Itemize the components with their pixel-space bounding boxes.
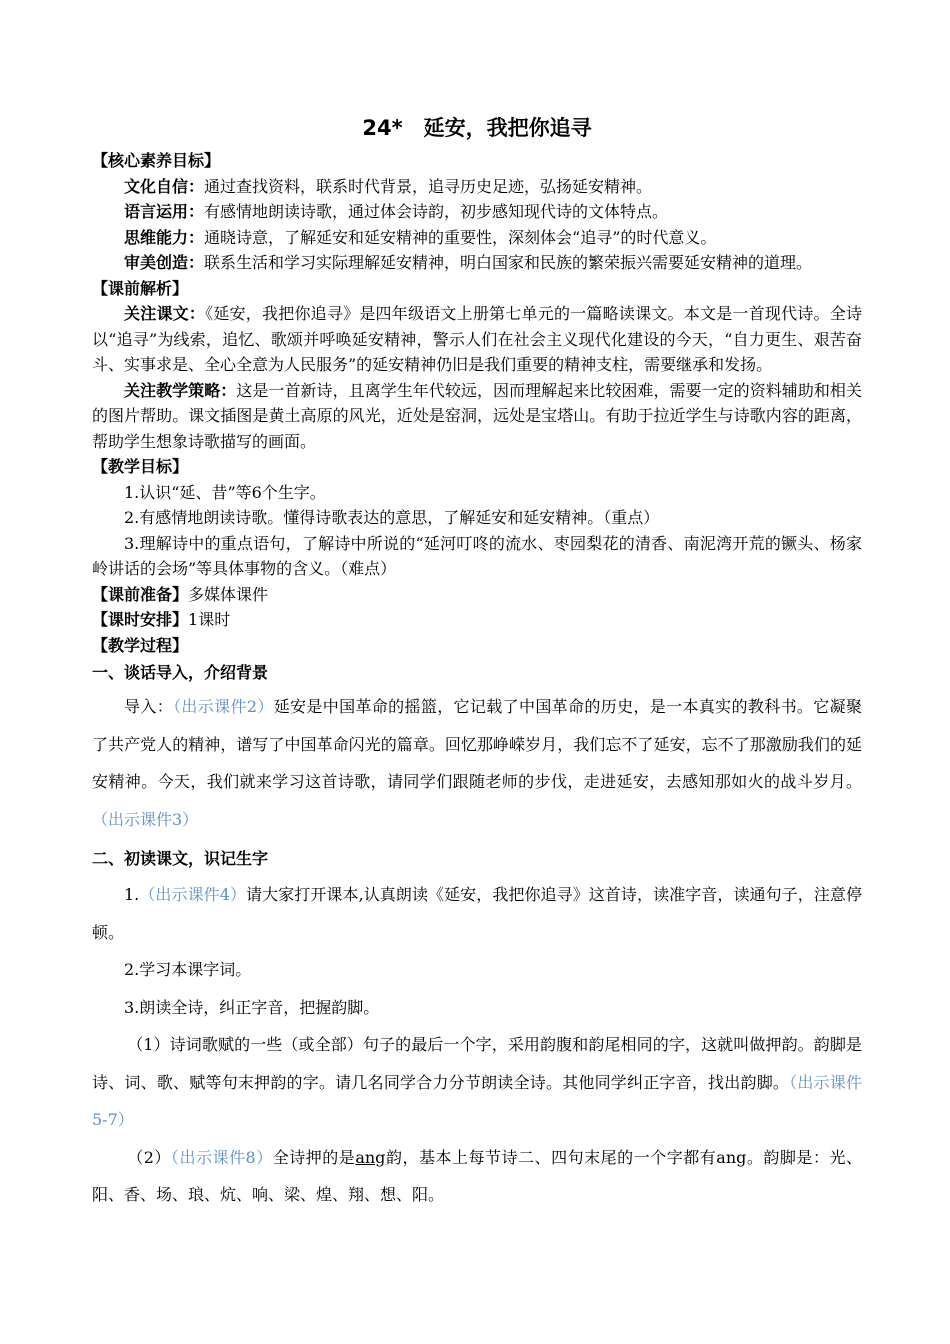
substep-number: （2） [127, 1147, 171, 1167]
courseware-link: （出示课件4） [139, 885, 247, 904]
goal-text: 通过查找资料，联系时代背景，追寻历史足迹，弘扬延安精神。 [204, 176, 653, 196]
analysis-paragraph [92, 378, 862, 455]
goal-paragraph [92, 174, 862, 200]
schedule-text: 1课时 [188, 610, 231, 629]
analysis-label: 关注教学策略： [124, 380, 237, 400]
intro-text: 延安是中国革命的摇篮，它记载了中国革命的历史，是一本真实的教科书。它凝聚了共产党人的精神，谱写了中国革命闪光的篇章。回忆那峥嵘岁月，我们忘不了延安，忘不了那激励我们的延安精神。今天，我们就来学习这首诗歌，请同学们跟随老师的步伐，走进延安，去感知那如火的战斗岁月。 [92, 697, 862, 791]
courseware-link: （出示课件8） [170, 1147, 273, 1167]
reading-substep [92, 1026, 862, 1139]
section-heading-process: 【教学过程】 [92, 635, 189, 655]
page-title: 24* 延安，我把你追寻 [362, 116, 592, 140]
step-text: 请大家打开课本,认真朗读《延安，我把你追寻》这首诗，读准字音，读通句子，注意停顿。 [92, 885, 862, 942]
intro-paragraph [92, 688, 862, 838]
reading-step: 3.朗读全诗，纠正字音，把握韵脚。 [124, 997, 380, 1017]
section-heading-schedule: 【课时安排】 [92, 610, 189, 629]
section-prep [92, 582, 862, 608]
courseware-link: （出示课件3） [92, 809, 199, 829]
analysis-paragraph [92, 301, 862, 378]
part-heading-intro: 一、谈话导入，介绍背景 [92, 663, 269, 682]
courseware-link: （出示课件5-7） [92, 1072, 862, 1129]
section-heading-teaching-goals: 【教学目标】 [92, 457, 189, 476]
goal-text: 有感情地朗读诗歌，通过体会诗韵，初步感知现代诗的文体特点。 [204, 202, 669, 221]
goal-label: 思维能力： [124, 227, 205, 247]
analysis-text: 《延安，我把你追寻》是四年级语文上册第七单元的一篇略读课文。本文是一首现代诗。全诗以“追寻”为线索，追忆、歌颂并呼唤延安精神，警示人们在社会主义现代化建设的今天，“自力更生、艰苦奋斗、实事求是、全心全意为人民服务”的延安精神仍旧是我们重要的精神支柱，需要继承和发扬。 [92, 304, 862, 374]
reading-substep [92, 1139, 862, 1214]
goal-text: 联系生活和学习实际理解延安精神，明白国家和民族的繁荣振兴需要延安精神的道理。 [204, 253, 813, 272]
goal-label: 文化自信： [124, 176, 205, 196]
prep-text: 多媒体课件 [188, 584, 269, 604]
step-number: 1. [124, 885, 140, 904]
goal-paragraph [92, 250, 862, 276]
section-heading-core-goals: 【核心素养目标】 [92, 151, 221, 170]
substep-text: 韵，基本上每节诗二、四句末尾的一个字都有ang。韵脚是：光、阳、香、场、琅、炕、响、梁、煌、翔、想、阳。 [92, 1147, 862, 1204]
rhyme-underlined: ang [355, 1147, 386, 1167]
document-page [92, 112, 862, 1214]
analysis-text: 这是一首新诗，且离学生年代较远，因而理解起来比较困难，需要一定的资料辅助和相关的图片帮助。课文插图是黄土高原的风光，近处是窑洞，远处是宝塔山。有助于拉近学生与诗歌内容的距离，帮助学生想象诗歌描写的画面。 [92, 380, 862, 451]
courseware-link: （出示课件2） [173, 697, 274, 716]
goal-paragraph [92, 225, 862, 251]
goal-paragraph [92, 199, 862, 225]
analysis-label: 关注课文： [124, 304, 206, 323]
substep-text: 全诗押的是 [272, 1147, 356, 1167]
teaching-goal-item: 1.认识“延、昔”等6个生字。 [124, 482, 326, 502]
substep-text: （1）诗词歌赋的一些（或全部）句子的最后一个字，采用韵腹和韵尾相同的字，这就叫做押韵。韵脚是诗、词、歌、赋等句末押韵的字。请几名同学合力分节朗读全诗。其他同学纠正字音，找出韵脚。 [92, 1035, 862, 1092]
intro-label: 导入： [124, 697, 174, 716]
goal-label: 审美创造： [124, 253, 205, 272]
section-heading-preview-analysis: 【课前解析】 [92, 278, 189, 298]
section-schedule [92, 607, 862, 633]
teaching-goal-item: 2.有感情地朗读诗歌。懂得诗歌表达的意思，了解延安和延安精神。（重点） [124, 508, 660, 527]
teaching-goal-item: 3.理解诗中的重点语句，了解诗中所说的“延河叮咚的流水、枣园梨花的清香、南泥湾开荒的镢头、杨家岭讲话的会场”等具体事物的含义。（难点） [92, 533, 862, 578]
reading-step: 2.学习本课字词。 [124, 960, 252, 979]
reading-step [92, 876, 862, 951]
section-heading-prep: 【课前准备】 [92, 584, 189, 604]
goal-text: 通晓诗意，了解延安和延安精神的重要性，深刻体会“追寻”的时代意义。 [204, 227, 717, 247]
part-heading-first-reading: 二、初读课文，识记生字 [92, 849, 269, 868]
goal-label: 语言运用： [124, 202, 205, 221]
